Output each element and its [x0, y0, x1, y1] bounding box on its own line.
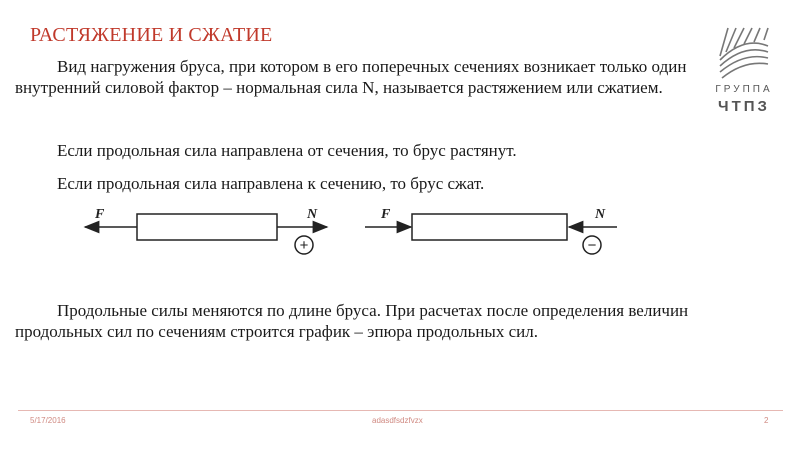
compression-internal-label: N: [595, 207, 606, 222]
slide-title: РАСТЯЖЕНИЕ И СЖАТИЕ: [30, 24, 273, 46]
tension-bar: [137, 214, 277, 240]
paragraph-diagram-note: Продольные силы меняются по длине бруса. При расчетах после определения величин продольных сил по сечениям строится график – эпюра продольных сил.: [15, 301, 689, 341]
tension-sign: +: [299, 237, 309, 254]
footer-divider: [18, 410, 783, 411]
logo-text-company: ЧТПЗ: [718, 98, 770, 115]
logo-text-group: ГРУППА: [715, 84, 773, 95]
footer-date: 5/17/2016: [30, 416, 66, 425]
compression-bar: [412, 214, 567, 240]
paragraph-tension: Если продольная сила направлена от сечения, то брус растянут.: [57, 141, 517, 160]
logo-mark-icon: [718, 26, 770, 82]
page-number: 2: [764, 416, 769, 425]
compression-force-label: F: [381, 207, 391, 222]
compression-diagram: [365, 207, 617, 254]
paragraph-definition: Вид нагружения бруса, при котором в его поперечных сечениях возникает только один внутренний силовой фактор – нормальная сила N, называется растяжением или сжатием.: [15, 57, 687, 97]
tension-force-label: F: [95, 207, 105, 222]
force-diagrams: [75, 200, 635, 262]
paragraph-compression: Если продольная сила направлена к сечению, то брус сжат.: [57, 174, 485, 193]
footer-text: adasdfsdzfvzx: [372, 416, 423, 425]
tension-diagram: [85, 207, 327, 254]
compression-sign: −: [587, 237, 597, 254]
tension-internal-label: N: [307, 207, 318, 222]
company-logo: [712, 26, 776, 120]
